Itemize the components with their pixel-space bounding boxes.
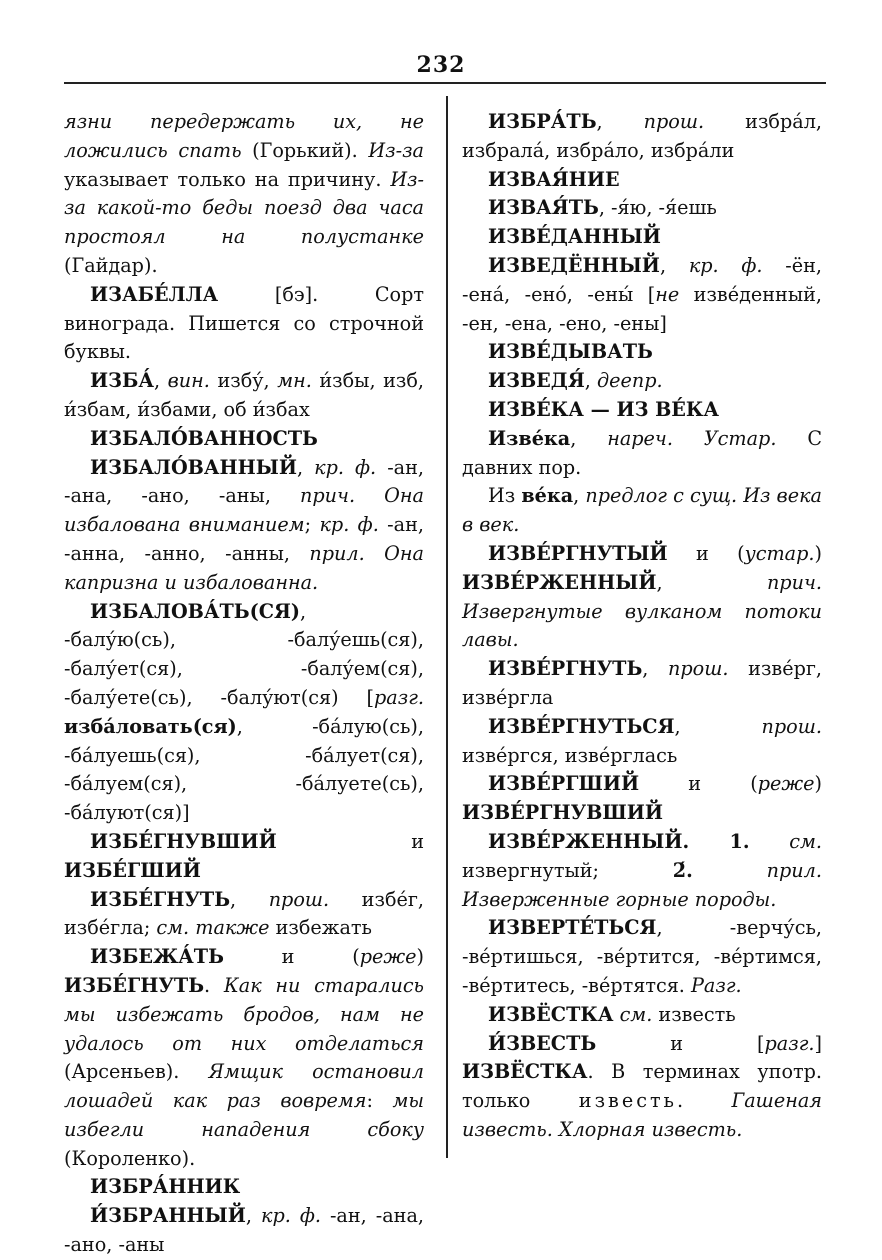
dictionary-entry: ИЗБЕЖА́ТЬ и (реже) ИЗБЕ́ГНУТЬ. Как ни старались мы избежать бродов, нам не удалось от них отделаться (Арсеньев). Ямщик остановил лошадей как раз вовремя: мы избегли нападения сбоку (Короленко). [64,945,425,1170]
dictionary-entry: ИЗВЕ́РГШИЙ и (реже) ИЗВЕ́РГНУВШИЙ [462,772,822,825]
dictionary-entry: ИЗБАЛО́ВАННОСТЬ [90,426,318,450]
dictionary-entry: ИЗБАЛОВА́ТЬ(СЯ), -балу́ю(сь), -балу́ешь(ся), -балу́ет(ся), -балу́ем(ся), -балу́ете(сь), -балу́ют(ся) [разг. изба́ловать(ся), -ба́лую(сь), -ба́луешь(ся), -ба́лует(ся), -ба́луем(ся), -ба́луете(сь), -ба́луют(ся)] [64,599,424,825]
dictionary-entry: ИЗБРА́ТЬ, прош. избра́л, избрала́, избра́ло, избра́ли [462,110,822,162]
dictionary-entry: ИЗВЕ́РЖЕННЫЙ. 1. см. извергнутый; 2́. прил. Изверженные горные породы. [462,829,822,911]
dictionary-entry: ИЗБЕ́ГНУВШИЙ и ИЗБЕ́ГШИЙ [64,829,424,882]
dictionary-entry: ИЗВЕ́ДАННЫЙ [488,225,661,249]
dictionary-entry: ИЗВЕРТЕ́ТЬСЯ, -верчу́сь, -ве́ртишься, -ве́ртится, -ве́ртимся, -ве́ртитесь, -ве́ртятся. Разг. [462,916,822,997]
dictionary-entry: ИЗВЕДЁННЫЙ, кр. ф. -ён, -ена́, -ено́, -ены́ [не изве́денный, -ен, -ена, -ено, -ены] [462,253,823,335]
dictionary-entry: И́ЗВЕСТЬ и [разг.] ИЗВЁСТКА. В терминах употр. только известь. Гашеная известь. Хлорная известь. [462,1031,822,1141]
dictionary-entry: ИЗБРА́ННИК [90,1175,241,1199]
dictionary-entry: И́ЗБРАННЫЙ, кр. ф. -ан, -ана, -ано, -аны [64,1204,425,1257]
dictionary-entry: Изве́ка, нареч. Устар. С давних пор. [462,426,823,479]
dictionary-entry: Из ве́ка, предлог с сущ. Из века в век. [462,484,822,537]
column-divider [446,96,448,1158]
dictionary-entry: ИЗВЕДЯ́, деепр. [488,369,663,393]
dictionary-entry: ИЗВАЯ́ТЬ, -я́ю, -я́ешь [488,196,717,220]
dictionary-entry: ИЗВЕ́ДЫВАТЬ [488,340,653,364]
dictionary-entry: ИЗАБЕ́ЛЛА [бэ]. Сорт винограда. Пишется со строчной буквы. [64,282,424,364]
right-column [462,108,822,1145]
dictionary-entry: ИЗБЕ́ГНУТЬ, прош. избе́г, избе́гла; см. также избежать [64,887,424,940]
dictionary-entry: язни передержать их, не ложились спать (Горький). Из-за указывает только на причину. Из-за какой-то беды поезд два часа простоял на полустанке (Гайдар). [64,110,424,277]
dictionary-entry: ИЗВЕ́КА — ИЗ ВЕ́КА [488,397,720,421]
dictionary-entry: ИЗВЕ́РГНУТЫЙ и (устар.) ИЗВЕ́РЖЕННЫЙ, прич. Извергнутые вулканом потоки лавы. [462,541,822,652]
dictionary-entry: ИЗВАЯ́НИЕ [488,167,620,191]
header-rule [64,82,826,84]
page-number: 232 [416,52,466,78]
dictionary-entry: ИЗВЕ́РГНУТЬСЯ, прош. изве́ргся, изве́рглась [462,714,822,767]
dictionary-entry: ИЗВЁСТКА см. известь [488,1002,736,1026]
dictionary-entry: ИЗБАЛО́ВАННЫЙ, кр. ф. -ан, -ана, -ано, -аны, прич. Она избалована вниманием; кр. ф. -ан, -анна, -анно, -анны, прил. Она капризна и избалованна. [64,455,424,594]
dictionary-entry: ИЗВЕ́РГНУТЬ, прош. изве́рг, изве́ргла [462,657,822,709]
left-column [64,108,424,1260]
dictionary-entry: ИЗБА́, вин. избу́, мн. и́збы, изб, и́збам, и́збами, об и́збах [64,369,424,421]
